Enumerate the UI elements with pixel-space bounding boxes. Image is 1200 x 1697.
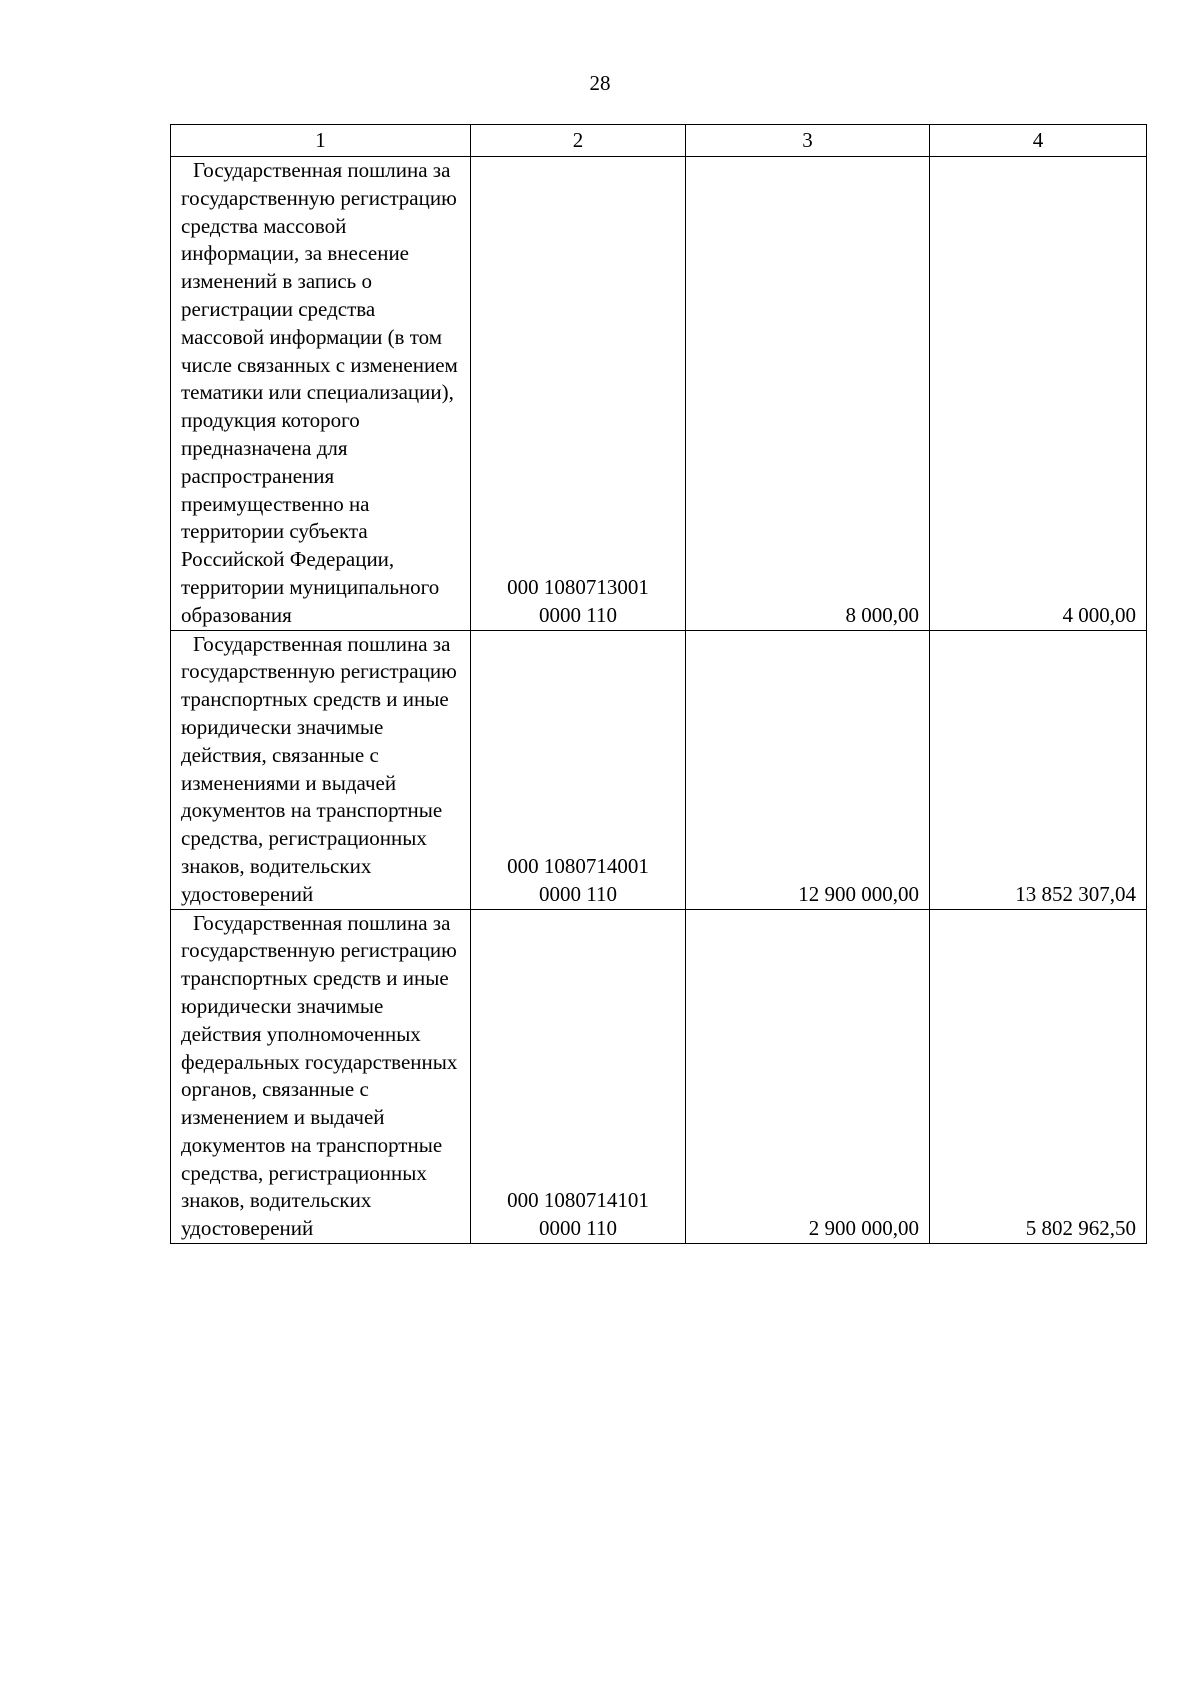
row-code-line-1: 000 1080713001 — [507, 574, 649, 599]
row-description-cell — [171, 909, 471, 1244]
row-description: Государственная пошлина за государственную регистрацию средства массовой информации, за внесение изменений в запись о регистрации средства массовой информации (в том числе связанных с изменением тематики или специализации), продукция которого предназначена для распространения преимущественно на территории субъекта Российской Федерации, территории муниципального образования — [181, 158, 458, 627]
row-value-col4: 4 000,00 — [930, 157, 1147, 631]
page-number: 28 — [589, 71, 611, 95]
revenue-table — [170, 124, 1147, 1244]
row-code-line-2: 0000 110 — [539, 881, 617, 906]
row-description: Государственная пошлина за государственную регистрацию транспортных средств и иные юридически значимые действия, связанные с изменениями и выдачей документов на транспортные средства, регистрационных знаков, водительских удостоверений — [181, 631, 457, 906]
row-code-line-1: 000 1080714101 — [507, 1188, 649, 1213]
column-header-4: 4 — [930, 125, 1147, 157]
table-header-row — [171, 125, 1147, 157]
row-description-cell — [171, 157, 471, 631]
row-value-col3: 8 000,00 — [686, 157, 930, 631]
row-code-cell — [471, 909, 686, 1244]
row-description: Государственная пошлина за государственную регистрацию транспортных средств и иные юридически значимые действия уполномоченных федеральных государственных органов, связанные с изменением и выдачей документов на транспортные средства, регистрационных знаков, водительских удостоверений — [181, 910, 458, 1241]
row-code-cell — [471, 157, 686, 631]
row-code-line-2: 0000 110 — [539, 602, 617, 627]
column-header-2: 2 — [471, 125, 686, 157]
table-row — [171, 157, 1147, 631]
column-header-3: 3 — [686, 125, 930, 157]
row-value-col3: 12 900 000,00 — [686, 630, 930, 909]
row-description-cell — [171, 630, 471, 909]
table-row — [171, 630, 1147, 909]
row-value-col4: 5 802 962,50 — [930, 909, 1147, 1244]
row-value-col3: 2 900 000,00 — [686, 909, 930, 1244]
row-code-line-2: 0000 110 — [539, 1216, 617, 1241]
column-header-1: 1 — [171, 125, 471, 157]
table-row — [171, 909, 1147, 1244]
row-value-col4: 13 852 307,04 — [930, 630, 1147, 909]
row-code-line-1: 000 1080714001 — [507, 853, 649, 878]
row-code-cell — [471, 630, 686, 909]
